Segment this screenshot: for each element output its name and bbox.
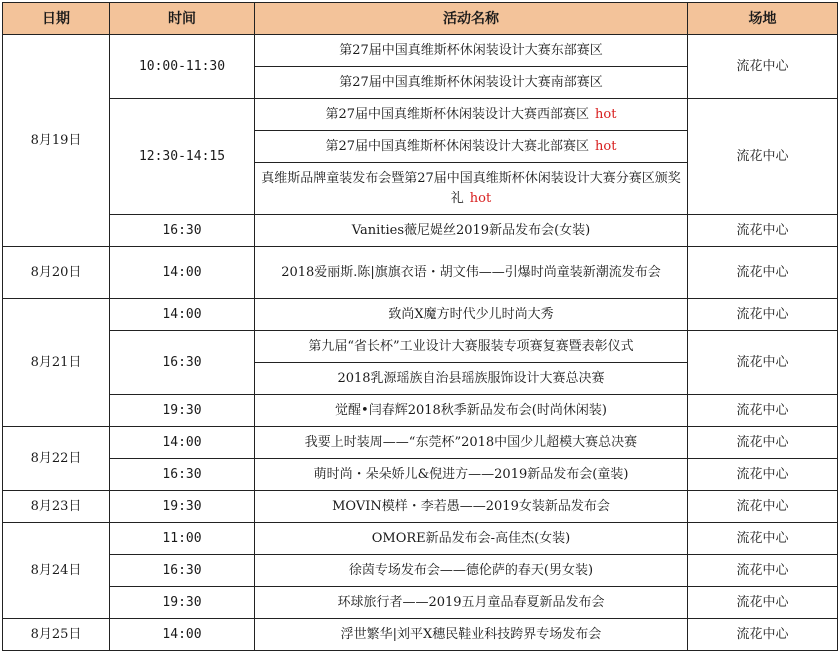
- event-name: 第27届中国真维斯杯休闲装设计大赛东部赛区: [339, 42, 603, 58]
- event-name: 第27届中国真维斯杯休闲装设计大赛北部赛区: [325, 138, 590, 154]
- table-row: [3, 99, 838, 131]
- event-name: 第27届中国真维斯杯休闲装设计大赛南部赛区: [339, 74, 603, 90]
- event-name: 致尚X魔方时代少儿时尚大秀: [388, 306, 554, 322]
- event-name: MOVIN模样・李若愚——2019女装新品发布会: [332, 498, 610, 514]
- venue-cell: 流花中心: [688, 523, 838, 555]
- event-name: 浮世繁华|刘平X穗民鞋业科技跨界专场发布会: [340, 626, 602, 642]
- event-name: 萌时尚・朵朵娇儿&倪进方——2019新品发布会(童装): [313, 466, 629, 482]
- event-name-cell: [255, 363, 688, 395]
- date-cell: 8月19日: [3, 35, 110, 247]
- time-cell: 19:30: [110, 491, 255, 523]
- event-name-cell: [255, 67, 688, 99]
- event-name-cell: [255, 163, 688, 215]
- time-cell: 16:30: [110, 459, 255, 491]
- date-cell: 8月24日: [3, 523, 110, 619]
- time-cell: 14:00: [110, 247, 255, 299]
- venue-cell: 流花中心: [688, 215, 838, 247]
- time-cell: 16:30: [110, 555, 255, 587]
- venue-cell: 流花中心: [688, 619, 838, 651]
- venue-cell: 流花中心: [688, 299, 838, 331]
- event-name: 徐茵专场发布会——德伦萨的春天(男女装): [348, 562, 594, 578]
- event-name-cell: [255, 555, 688, 587]
- event-name-cell: [255, 523, 688, 555]
- event-name-cell: [255, 427, 688, 459]
- event-name: 2018乳源瑶族自治县瑶族服饰设计大赛总决赛: [337, 370, 605, 386]
- time-cell: 14:00: [110, 299, 255, 331]
- time-cell: 19:30: [110, 587, 255, 619]
- hot-badge: hot: [595, 138, 617, 154]
- event-name: OMORE新品发布会-高佳杰(女装): [371, 530, 571, 546]
- event-name-cell: [255, 619, 688, 651]
- event-name-cell: [255, 331, 688, 363]
- header-venue: 场地: [688, 3, 838, 35]
- header-event-name: 活动名称: [255, 3, 688, 35]
- time-cell: 10:00-11:30: [110, 35, 255, 99]
- time-cell: 16:30: [110, 215, 255, 247]
- event-name: 真维斯品牌童装发布会暨第27届中国真维斯杯休闲装设计大赛分赛区颁奖礼: [261, 170, 681, 206]
- header-time: 时间: [110, 3, 255, 35]
- venue-cell: 流花中心: [688, 555, 838, 587]
- venue-cell: 流花中心: [688, 395, 838, 427]
- time-cell: 12:30-14:15: [110, 99, 255, 215]
- time-cell: 16:30: [110, 331, 255, 395]
- time-cell: 19:30: [110, 395, 255, 427]
- venue-cell: 流花中心: [688, 99, 838, 215]
- event-name-cell: [255, 99, 688, 131]
- event-name: 我要上时装周——“东莞杯”2018中国少儿超模大赛总决赛: [304, 434, 638, 450]
- time-cell: 11:00: [110, 523, 255, 555]
- table-row: [3, 331, 838, 363]
- table-row: [3, 299, 838, 331]
- event-name: Vanities薇尼媞丝2019新品发布会(女装): [351, 222, 591, 238]
- event-name-cell: [255, 395, 688, 427]
- table-row: [3, 247, 838, 299]
- venue-cell: 流花中心: [688, 247, 838, 299]
- table-row: [3, 427, 838, 459]
- event-name: 第27届中国真维斯杯休闲装设计大赛西部赛区: [325, 106, 590, 122]
- schedule-body: [3, 35, 838, 651]
- date-cell: 8月22日: [3, 427, 110, 491]
- table-row: [3, 523, 838, 555]
- venue-cell: 流花中心: [688, 587, 838, 619]
- table-row: [3, 587, 838, 619]
- event-name-cell: [255, 247, 688, 299]
- event-name-cell: [255, 491, 688, 523]
- event-name: 环球旅行者——2019五月童品春夏新品发布会: [337, 594, 605, 610]
- event-name-cell: [255, 299, 688, 331]
- table-row: [3, 491, 838, 523]
- header-row: [3, 3, 838, 35]
- table-row: [3, 395, 838, 427]
- date-cell: 8月20日: [3, 247, 110, 299]
- hot-badge: hot: [469, 190, 492, 206]
- time-cell: 14:00: [110, 427, 255, 459]
- date-cell: 8月21日: [3, 299, 110, 427]
- venue-cell: 流花中心: [688, 491, 838, 523]
- event-name: 2018爱丽斯.陈|旗旗衣语・胡文伟——引爆时尚童装新潮流发布会: [281, 264, 661, 280]
- event-name-cell: [255, 131, 688, 163]
- table-row: [3, 619, 838, 651]
- venue-cell: 流花中心: [688, 35, 838, 99]
- event-name-cell: [255, 35, 688, 67]
- venue-cell: 流花中心: [688, 427, 838, 459]
- schedule-table: [2, 2, 838, 651]
- table-row: [3, 35, 838, 67]
- event-name-cell: [255, 459, 688, 491]
- table-row: [3, 459, 838, 491]
- time-cell: 14:00: [110, 619, 255, 651]
- event-name-cell: [255, 215, 688, 247]
- event-name: 觉醒•闫春辉2018秋季新品发布会(时尚休闲装): [335, 402, 607, 418]
- date-cell: 8月23日: [3, 491, 110, 523]
- event-name: 第九届“省长杯”工业设计大赛服装专项赛复赛暨表彰仪式: [308, 338, 634, 354]
- event-name-cell: [255, 587, 688, 619]
- venue-cell: 流花中心: [688, 459, 838, 491]
- hot-badge: hot: [595, 106, 617, 122]
- header-date: 日期: [3, 3, 110, 35]
- table-row: [3, 555, 838, 587]
- date-cell: 8月25日: [3, 619, 110, 651]
- table-row: [3, 215, 838, 247]
- venue-cell: 流花中心: [688, 331, 838, 395]
